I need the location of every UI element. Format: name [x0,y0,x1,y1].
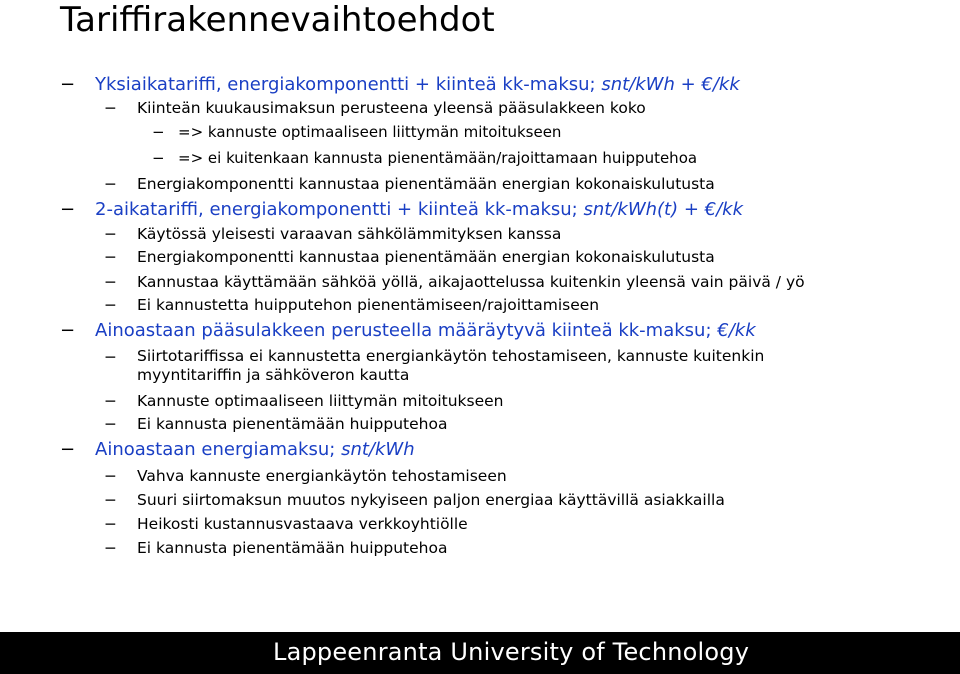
dash-marker: − [104,296,117,314]
dash-marker: − [60,74,76,95]
dash-marker: − [60,199,76,220]
bullet-text: Käytössä yleisesti varaavan sähkölämmityksen kanssa [137,225,562,243]
slide-title: Tariffirakennevaihtoehdot [60,0,495,40]
bullet-unit: €/kk [717,320,756,341]
dash-marker: − [152,149,165,167]
bullet-text: 2-aikatariffi, energiakomponentti + kiinteä kk-maksu; [95,199,584,220]
bullet-text: Ei kannustetta huipputehon pienentämiseen/rajoittamiseen [137,296,600,314]
dash-marker: − [104,175,117,193]
bullet-text: => kannuste optimaaliseen liittymän mitoitukseen [178,123,562,141]
bullet-text: Yksiaikatariffi, energiakomponentti + kiinteä kk-maksu; [95,74,602,95]
footer-university-name: Lappeenranta University of Technology [273,638,750,666]
dash-marker: − [104,99,117,117]
dash-marker: − [104,273,117,291]
footer-bar [0,632,960,674]
dash-marker: − [104,392,117,410]
bullet-text: Kannustaa käyttämään sähköä yöllä, aikajaottelussa kuitenkin yleensä vain päivä / yö [137,273,805,291]
bullet-text: Energiakomponentti kannustaa pienentämään energian kokonaiskulutusta [137,175,715,193]
dash-marker: − [60,439,76,460]
bullet-text: Ei kannusta pienentämään huipputehoa [137,539,448,557]
dash-marker: − [104,515,117,533]
dash-marker: − [104,539,117,557]
dash-marker: − [104,248,117,266]
dash-marker: − [104,225,117,243]
bullet-text: Siirtotariffissa ei kannustetta energiankäytön tehostamiseen, kannuste kuitenkin myyntitariffin ja sähköveron kautta [137,347,765,384]
bullet-text: Vahva kannuste energiankäytön tehostamiseen [137,467,507,485]
bullet-text: Kiinteän kuukausimaksun perusteena yleensä pääsulakkeen koko [137,99,646,117]
bullet-text: Suuri siirtomaksun muutos nykyiseen paljon energiaa käyttävillä asiakkailla [137,491,725,509]
bullet-unit: snt/kWh(t) + €/kk [583,199,744,220]
bullet-text: Kannuste optimaaliseen liittymän mitoitukseen [137,392,504,410]
dash-marker: − [104,491,117,509]
bullet-unit: snt/kWh + €/kk [601,74,740,95]
bullet-text: Ainoastaan pääsulakkeen perusteella määräytyvä kiinteä kk-maksu; [95,320,718,341]
dash-marker: − [60,320,76,341]
bullet-unit: snt/kWh [341,439,415,460]
dash-marker: − [152,123,165,141]
dash-marker: − [104,348,117,366]
dash-marker: − [104,467,117,485]
bullet-text: Ainoastaan energiamaksu; [95,439,342,460]
bullet-text: Energiakomponentti kannustaa pienentämään energian kokonaiskulutusta [137,248,715,266]
dash-marker: − [104,415,117,433]
bullet-text: Ei kannusta pienentämään huipputehoa [137,415,448,433]
bullet-text: => ei kuitenkaan kannusta pienentämään/rajoittamaan huipputehoa [178,149,698,167]
bullet-text: Heikosti kustannusvastaava verkkoyhtiölle [137,515,468,533]
